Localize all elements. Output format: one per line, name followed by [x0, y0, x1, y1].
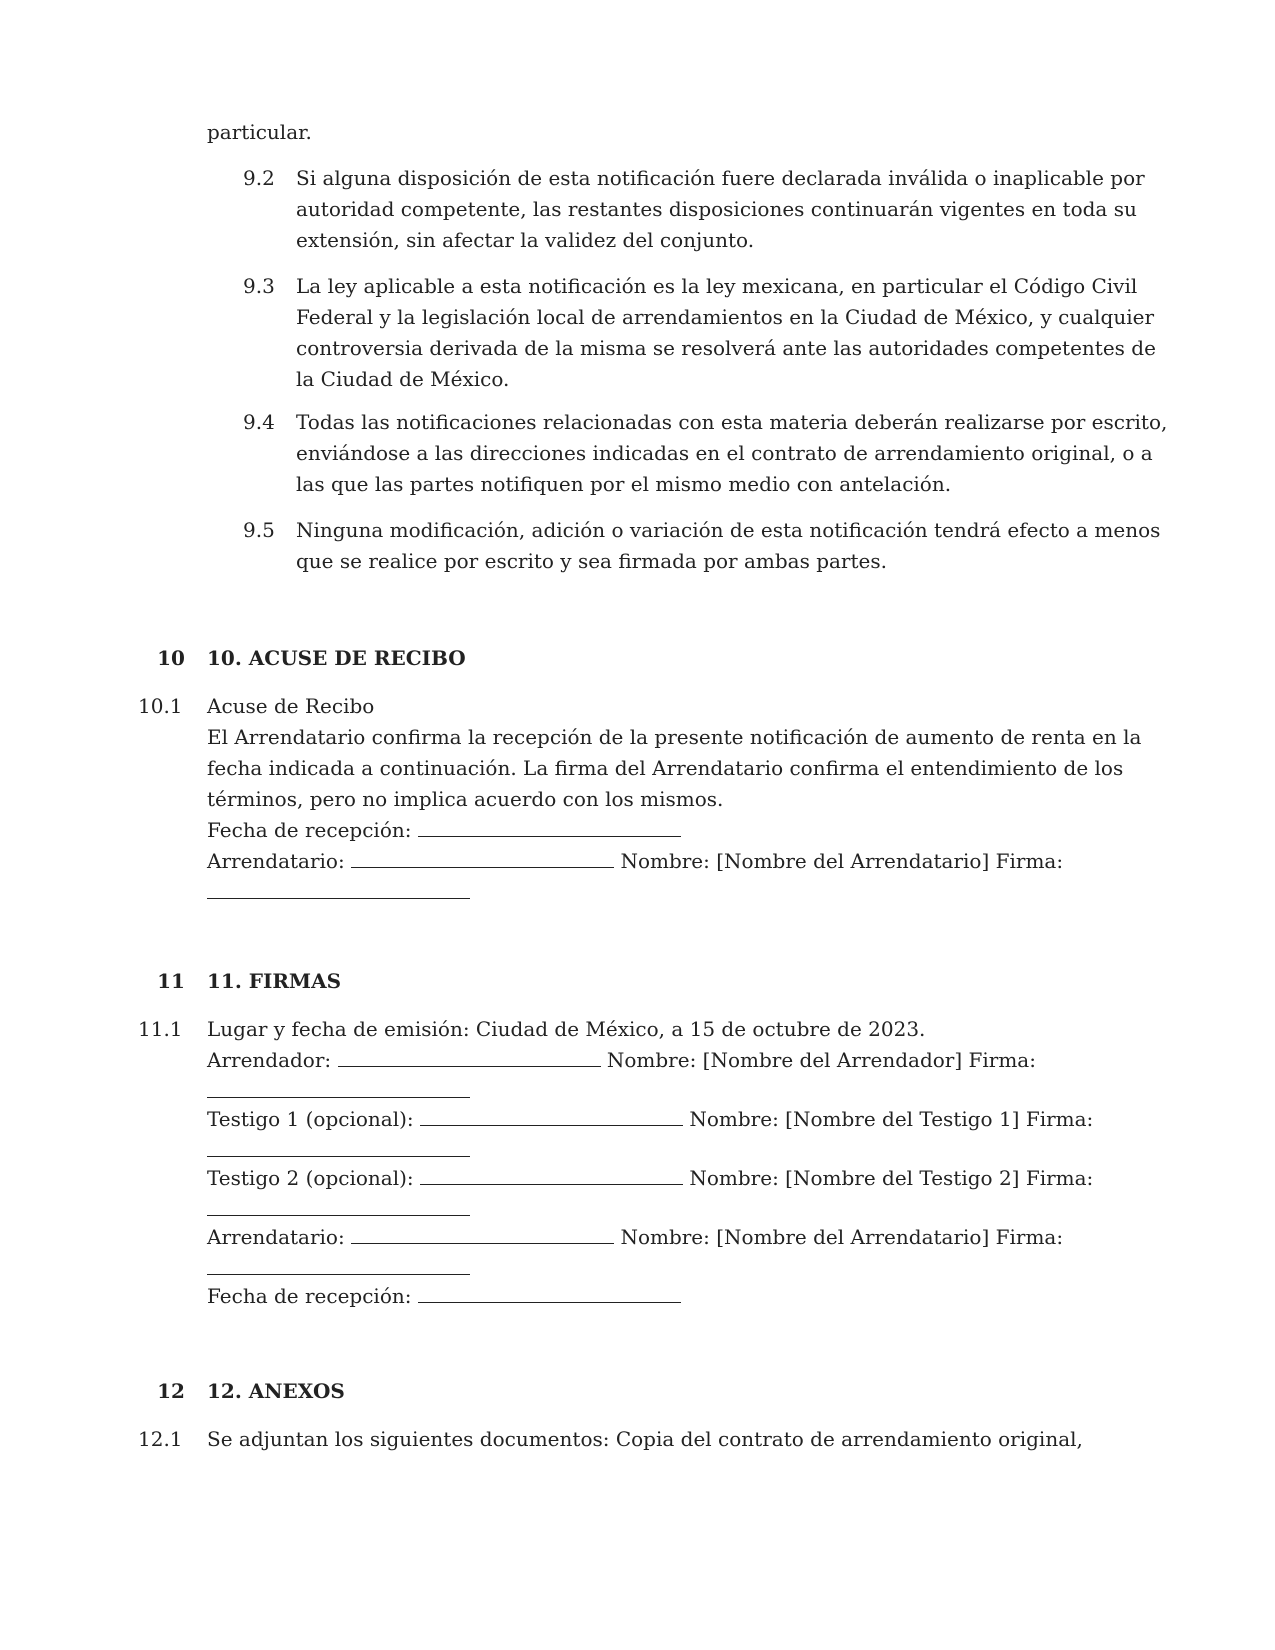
subclause-number: 9.5 [243, 518, 275, 542]
landlord-blank [338, 1046, 601, 1067]
text-line: Todas las notificaciones relacionadas con esta materia deberán realizarse por escrito, [296, 410, 1168, 434]
section-title: 12. ANEXOS [207, 1379, 345, 1403]
receipt-date-blank [418, 816, 681, 837]
text-line: controversia derivada de la misma se resolverá ante las autoridades competentes de [296, 336, 1156, 360]
subclause-9-5 [243, 515, 1161, 577]
witness2-name-signature-label: Nombre: [Nombre del Testigo 2] Firma: [689, 1166, 1094, 1190]
text-line: extensión, sin afectar la validez del conjunto. [296, 228, 755, 252]
signature-blank-line [207, 1076, 1127, 1107]
clause-body [207, 691, 1142, 908]
subclause-9-3 [243, 271, 1156, 395]
text-line: Federal y la legislación local de arrendamientos en la Ciudad de México, y cualquier [296, 305, 1154, 329]
receipt-date-line [207, 815, 1127, 846]
tenant-blank [351, 1223, 614, 1244]
continuation-line: particular. [207, 120, 312, 144]
text-line: El Arrendatario confirma la recepción de la presente notificación de aumento de renta en la [207, 725, 1142, 749]
subclause-text [296, 515, 1161, 577]
text-line: la Ciudad de México. [296, 367, 510, 391]
subclause-9-4 [243, 407, 1168, 500]
section-heading-10 [150, 643, 1110, 674]
receipt-date-label: Fecha de recepción: [207, 818, 412, 842]
section-title: 10. ACUSE DE RECIBO [207, 646, 466, 670]
witness2-signature-blank [207, 1195, 470, 1216]
text-line: autoridad competente, las restantes disposiciones continuarán vigentes en toda su [296, 197, 1137, 221]
witness1-signature-line [207, 1104, 1127, 1135]
landlord-label: Arrendador: [207, 1048, 332, 1072]
text-line: La ley aplicable a esta notificación es la ley mexicana, en particular el Código Civil [296, 274, 1138, 298]
section-number: 10 [157, 646, 185, 670]
subclause-number: 9.3 [243, 274, 275, 298]
continuation-text [207, 117, 1127, 148]
section-heading-11 [150, 966, 1110, 997]
tenant-signature-line [207, 846, 1127, 877]
landlord-signature-line [207, 1045, 1127, 1076]
witness1-blank [420, 1105, 683, 1126]
text-line: Si alguna disposición de esta notificación fuere declarada inválida o inaplicable por [296, 166, 1145, 190]
text-line: Se adjuntan los siguientes documentos: Copia del contrato de arrendamiento original, [207, 1427, 1083, 1451]
witness1-label: Testigo 1 (opcional): [207, 1107, 414, 1131]
section-number: 12 [157, 1379, 185, 1403]
tenant-name-signature-label: Nombre: [Nombre del Arrendatario] Firma: [620, 1225, 1064, 1249]
signature-blank-line [207, 1135, 1127, 1166]
clause-body [207, 1014, 1127, 1312]
subclause-number: 9.2 [243, 166, 275, 190]
signature-blank-line [207, 1194, 1127, 1225]
receipt-date-blank [418, 1282, 681, 1303]
landlord-name-signature-label: Nombre: [Nombre del Arrendador] Firma: [606, 1048, 1036, 1072]
clause-number: 11.1 [138, 1017, 183, 1041]
witness2-blank [420, 1164, 683, 1185]
witness2-signature-line [207, 1163, 1127, 1194]
text-line: términos, pero no implica acuerdo con los mismos. [207, 787, 724, 811]
section-number: 11 [157, 969, 185, 993]
text-line: enviándose a las direcciones indicadas en el contrato de arrendamiento original, o a [296, 441, 1153, 465]
text-line: que se realice por escrito y sea firmada por ambas partes. [296, 549, 887, 573]
clause-heading: Acuse de Recibo [207, 694, 375, 718]
subclause-text [296, 407, 1168, 500]
subclause-text [296, 163, 1143, 256]
tenant-blank [351, 847, 614, 868]
subclause-9-2 [243, 163, 1143, 256]
tenant-label: Arrendatario: [207, 1225, 345, 1249]
tenant-label: Arrendatario: [207, 849, 345, 873]
text-line: fecha indicada a continuación. La firma del Arrendatario confirma el entendimiento de los [207, 756, 1124, 780]
tenant-signature-blank [207, 878, 470, 899]
witness1-signature-blank [207, 1136, 470, 1157]
signature-blank-line [207, 877, 1127, 908]
signature-blank-line [207, 1253, 1127, 1284]
subclause-text [296, 271, 1156, 395]
clause-number: 12.1 [138, 1427, 183, 1451]
clause-10-1 [138, 691, 1142, 908]
tenant-signature-line [207, 1222, 1127, 1253]
tenant-signature-blank [207, 1254, 470, 1275]
receipt-date-label: Fecha de recepción: [207, 1284, 412, 1308]
tenant-name-signature-label: Nombre: [Nombre del Arrendatario] Firma: [620, 849, 1064, 873]
subclause-number: 9.4 [243, 410, 275, 434]
clause-11-1 [138, 1014, 1138, 1312]
clause-number: 10.1 [138, 694, 183, 718]
witness1-name-signature-label: Nombre: [Nombre del Testigo 1] Firma: [689, 1107, 1094, 1131]
receipt-date-line [207, 1281, 1127, 1312]
clause-body [207, 1424, 1127, 1455]
landlord-signature-blank [207, 1077, 470, 1098]
witness2-label: Testigo 2 (opcional): [207, 1166, 414, 1190]
text-line: las que las partes notifiquen por el mismo medio con antelación. [296, 472, 952, 496]
section-heading-12 [150, 1376, 1110, 1407]
section-title: 11. FIRMAS [207, 969, 342, 993]
text-line: Ninguna modificación, adición o variación de esta notificación tendrá efecto a menos [296, 518, 1161, 542]
place-date-line: Lugar y fecha de emisión: Ciudad de México, a 15 de octubre de 2023. [207, 1017, 926, 1041]
clause-12-1 [138, 1424, 1138, 1455]
